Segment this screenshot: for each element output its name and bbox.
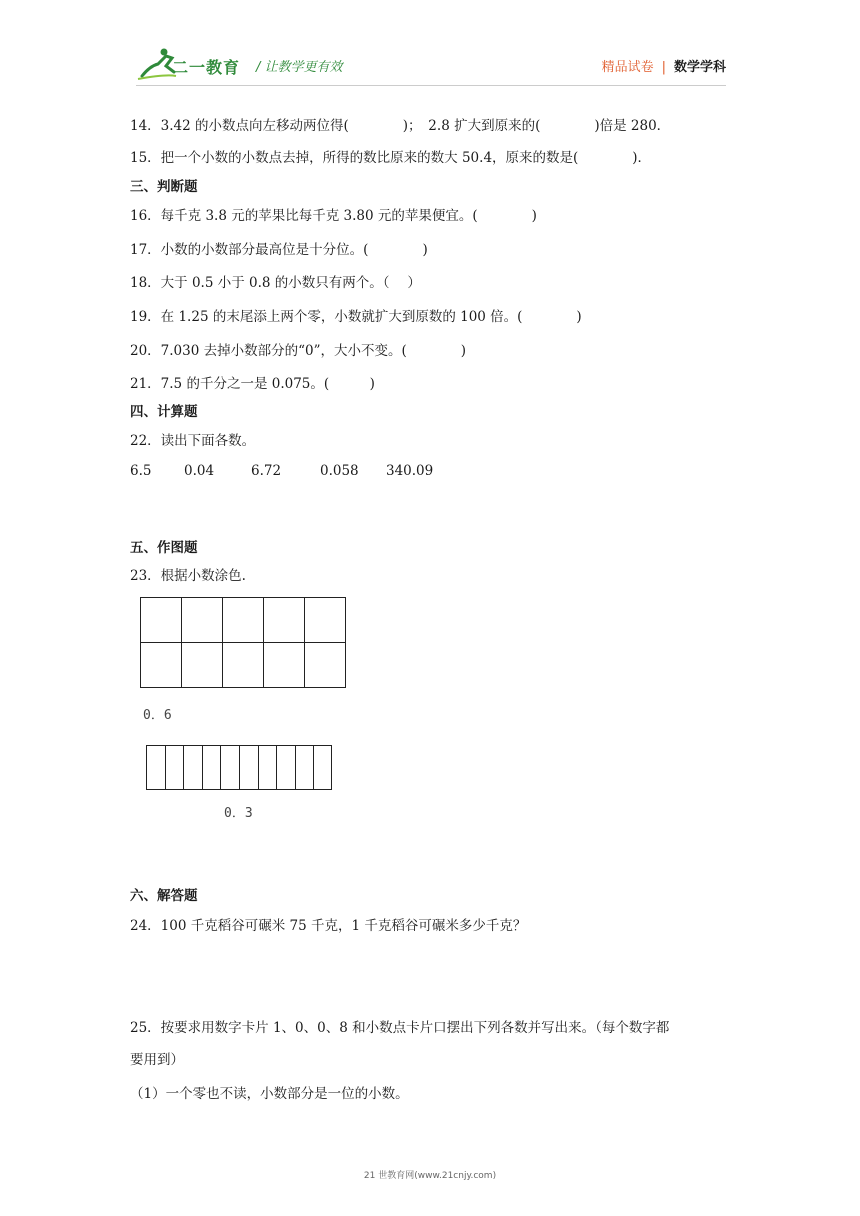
grid-cell[interactable]	[263, 597, 305, 643]
section-heading-draw: 五、作图题	[130, 540, 198, 556]
header-label: 精品试卷	[601, 60, 654, 75]
grid-cell[interactable]	[222, 597, 264, 643]
strip-1x10[interactable]	[146, 745, 332, 790]
strip-label: 0．3	[224, 806, 253, 821]
strip-cell[interactable]	[239, 745, 259, 790]
question-25-line2: 要用到）	[130, 1052, 184, 1068]
strip-cell[interactable]	[146, 745, 166, 790]
grid-cell[interactable]	[140, 642, 182, 688]
header-divider	[136, 85, 726, 86]
subject-label: 数学学科	[673, 60, 726, 75]
header-separator: |	[661, 60, 666, 75]
strip-cell[interactable]	[313, 745, 332, 790]
grid-cell[interactable]	[304, 642, 346, 688]
number-item: 0.058	[320, 463, 359, 479]
question-15: 15．把一个小数的小数点去掉，所得的数比原来的数大 50.4，原来的数是( )．	[130, 150, 652, 166]
strip-cell[interactable]	[220, 745, 240, 790]
section-heading-answer: 六、解答题	[130, 888, 198, 904]
strip-cell[interactable]	[295, 745, 315, 790]
grid-cell[interactable]	[222, 642, 264, 688]
question-24: 24．100 千克稻谷可碾米 75 千克，1 千克稻谷可碾米多少千克？	[130, 918, 527, 934]
page-footer: 21 世教育网(www.21cnjy.com)	[363, 1171, 497, 1181]
question-19: 19．在 1.25 的末尾添上两个零，小数就扩大到原数的 100 倍。( )	[130, 309, 582, 325]
question-14: 14．3.42 的小数点向左移动两位得( )； 2.8 扩大到原来的( )倍是 280．	[130, 118, 671, 134]
strip-cell[interactable]	[202, 745, 222, 790]
grid-cell[interactable]	[263, 642, 305, 688]
grid-2x5[interactable]	[140, 597, 346, 688]
question-16: 16．每千克 3.8 元的苹果比每千克 3.80 元的苹果便宜。( )	[130, 208, 537, 224]
question-20: 20．7.030 去掉小数部分的“0”，大小不变。( )	[130, 343, 467, 359]
header-right	[602, 56, 726, 75]
number-item: 6.72	[251, 463, 282, 479]
logo-text: 二一教育	[172, 58, 241, 77]
question-25-part1: （1）一个零也不读，小数部分是一位的小数。	[130, 1086, 409, 1102]
question-22: 22．读出下面各数。	[130, 433, 256, 449]
strip-cell[interactable]	[258, 745, 278, 790]
grid-label: 0．6	[143, 708, 172, 723]
number-item: 0.04	[184, 463, 215, 479]
number-item: 6.5	[130, 463, 152, 479]
question-17: 17．小数的小数部分最高位是十分位。( )	[130, 242, 428, 258]
page-header	[0, 0, 860, 95]
slogan: / 让教学更有效	[256, 60, 343, 75]
section-heading-judge: 三、判断题	[130, 179, 198, 195]
strip-cell[interactable]	[183, 745, 203, 790]
question-21: 21．7.5 的千分之一是 0.075。( )	[130, 376, 375, 392]
strip-cell[interactable]	[276, 745, 296, 790]
grid-cell[interactable]	[304, 597, 346, 643]
grid-cell[interactable]	[140, 597, 182, 643]
grid-cell[interactable]	[181, 597, 223, 643]
strip-cell[interactable]	[165, 745, 185, 790]
number-item: 340.09	[386, 463, 434, 479]
grid-cell[interactable]	[181, 642, 223, 688]
question-18: 18．大于 0.5 小于 0.8 的小数只有两个。（ ）	[130, 275, 421, 291]
section-heading-calc: 四、计算题	[130, 404, 198, 420]
question-23: 23．根据小数涂色.	[130, 568, 246, 584]
question-25-line1: 25．按要求用数字卡片 1、0、0、8 和小数点卡片口摆出下列各数并写出来。（每个数字都	[130, 1020, 670, 1036]
